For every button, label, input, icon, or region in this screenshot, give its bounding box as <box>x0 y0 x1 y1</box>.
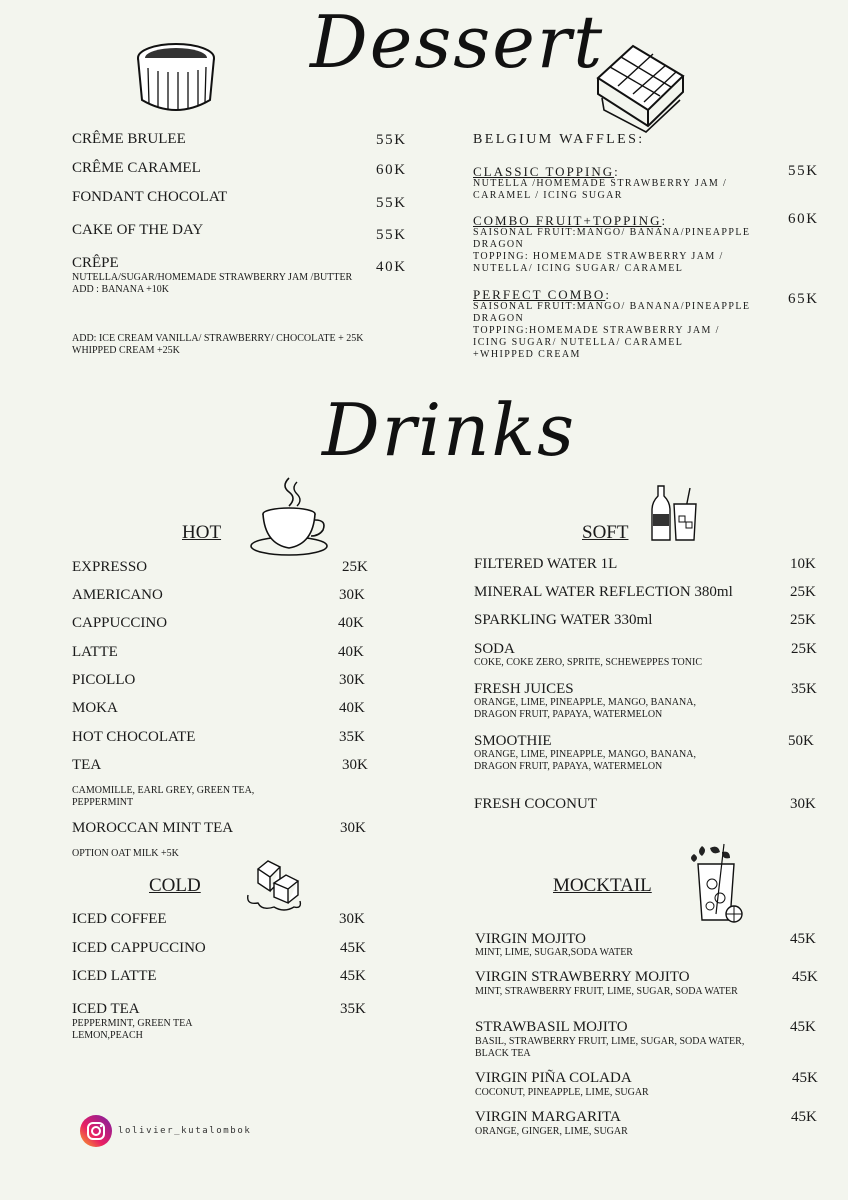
menu-item-name: HOT CHOCOLATE <box>72 729 196 745</box>
menu-item-price: 10K <box>790 556 816 572</box>
menu-item-description: PEPPERMINT <box>72 797 134 808</box>
add-note: WHIPPED CREAM +25K <box>72 345 180 356</box>
menu-item-price: 45K <box>792 969 818 985</box>
menu-item-description: +WHIPPED CREAM <box>473 349 581 360</box>
menu-item-name: VIRGIN STRAWBERRY MOJITO <box>475 969 690 985</box>
menu-item-name: SPARKLING WATER 330ml <box>474 612 653 628</box>
soft-drinks-icon <box>650 484 702 544</box>
menu-item-price: 40K <box>338 644 364 660</box>
menu-item-price: 45K <box>791 1109 817 1125</box>
add-note: ADD: ICE CREAM VANILLA/ STRAWBERRY/ CHOCOLATE + 25K <box>72 333 364 344</box>
menu-item-name: ICED LATTE <box>72 968 157 984</box>
menu-item-price: 30K <box>339 672 365 688</box>
menu-item-name: MINERAL WATER REFLECTION 380ml <box>474 584 733 600</box>
menu-item-description: BASIL, STRAWBERRY FRUIT, LIME, SUGAR, SODA WATER, <box>475 1036 745 1047</box>
option-note: OPTION OAT MILK +5K <box>72 848 179 859</box>
menu-item-description: MINT, LIME, SUGAR,SODA WATER <box>475 947 633 958</box>
menu-item-description: SAISONAL FRUIT:MANGO/ BANANA/PINEAPPLE <box>473 301 751 312</box>
menu-item-name: SODA <box>474 641 515 657</box>
menu-item-price: 30K <box>339 587 365 603</box>
menu-item-price: 25K <box>790 584 816 600</box>
menu-item-description: DRAGON FRUIT, PAPAYA, WATERMELON <box>474 761 663 772</box>
menu-item-price: 45K <box>340 968 366 984</box>
menu-item-name: CAKE OF THE DAY <box>72 222 204 238</box>
menu-item-description: ORANGE, LIME, PINEAPPLE, MANGO, BANANA, <box>474 697 696 708</box>
menu-item-price: 25K <box>790 612 816 628</box>
menu-item-description: PEPPERMINT, GREEN TEA <box>72 1018 193 1029</box>
menu-item-description: DRAGON <box>473 313 525 324</box>
menu-item-description: ORANGE, GINGER, LIME, SUGAR <box>475 1126 628 1137</box>
menu-item-description: NUTELLA/SUGAR/HOMEMADE STRAWBERRY JAM /BUTTER <box>72 272 353 283</box>
menu-item-price: 30K <box>339 911 365 927</box>
menu-item-name: FILTERED WATER 1L <box>474 556 618 572</box>
section-title-mocktail: MOCKTAIL <box>553 875 652 896</box>
menu-item-price: 55K <box>376 195 407 211</box>
ice-cubes-icon <box>244 855 304 913</box>
menu-item-price: 60K <box>788 211 819 227</box>
menu-item-price: 35K <box>791 681 817 697</box>
menu-item-name: VIRGIN PIÑA COLADA <box>475 1070 632 1086</box>
menu-item-description: ORANGE, LIME, PINEAPPLE, MANGO, BANANA, <box>474 749 696 760</box>
menu-item-price: 55K <box>788 163 819 179</box>
menu-item-name: PICOLLO <box>72 672 136 688</box>
creme-brulee-icon <box>133 38 219 118</box>
menu-item-price: 55K <box>376 132 407 148</box>
menu-item-description: MINT, STRAWBERRY FRUIT, LIME, SUGAR, SODA WATER <box>475 986 738 997</box>
menu-item-description: COKE, COKE ZERO, SPRITE, SCHEWEPPES TONIC <box>474 657 702 668</box>
menu-item-price: 45K <box>792 1070 818 1086</box>
menu-item-name: MOKA <box>72 700 118 716</box>
instagram-icon[interactable] <box>80 1115 112 1147</box>
menu-item-price: 60K <box>376 162 407 178</box>
menu-item-name: AMERICANO <box>72 587 163 603</box>
menu-item-description: ICING SUGAR/ NUTELLA/ CARAMEL <box>473 337 684 348</box>
menu-item-price: 45K <box>790 1019 816 1035</box>
waffle-item-name: PERFECT COMBO: <box>473 287 611 302</box>
menu-item-name: CAPPUCCINO <box>72 615 168 631</box>
menu-item-name: CRÊPE <box>72 255 119 271</box>
menu-item-description: DRAGON FRUIT, PAPAYA, WATERMELON <box>474 709 663 720</box>
menu-item-name: CRÊME BRULEE <box>72 131 186 147</box>
waffle-item-name: CLASSIC TOPPING: <box>473 164 620 179</box>
menu-item-name: MOROCCAN MINT TEA <box>72 820 234 836</box>
menu-item-price: 40K <box>339 700 365 716</box>
menu-item-description: BLACK TEA <box>475 1048 531 1059</box>
menu-item-name: LATTE <box>72 644 118 660</box>
menu-item-description: LEMON,PEACH <box>72 1030 143 1041</box>
drinks-title: Drinks <box>322 388 577 472</box>
menu-item-price: 55K <box>376 227 407 243</box>
menu-item-description: TOPPING:HOMEMADE STRAWBERRY JAM / <box>473 325 720 336</box>
menu-item-price: 25K <box>791 641 817 657</box>
menu-item-price: 30K <box>340 820 366 836</box>
menu-item-price: 35K <box>340 1001 366 1017</box>
menu-item-price: 25K <box>342 559 368 575</box>
section-title-hot: HOT <box>182 522 222 543</box>
menu-item-price: 45K <box>340 940 366 956</box>
menu-item-description: DRAGON <box>473 239 525 250</box>
menu-item-price: 40K <box>376 259 407 275</box>
menu-item-price: 30K <box>342 757 368 773</box>
menu-item-description: CAMOMILLE, EARL GREY, GREEN TEA, <box>72 785 255 796</box>
menu-item-name: CRÊME CARAMEL <box>72 160 201 176</box>
menu-item-name: SMOOTHIE <box>474 733 552 749</box>
menu-item-price: 45K <box>790 931 816 947</box>
menu-item-name: VIRGIN MARGARITA <box>475 1109 621 1125</box>
menu-item-description: ADD : BANANA +10K <box>72 284 170 295</box>
menu-item-price: 65K <box>788 291 819 307</box>
section-title-soft: SOFT <box>582 522 629 543</box>
menu-item-name: FONDANT CHOCOLAT <box>72 189 228 205</box>
menu-item-name: ICED COFFEE <box>72 911 167 927</box>
menu-item-name: VIRGIN MOJITO <box>475 931 586 947</box>
menu-item-name: STRAWBASIL MOJITO <box>475 1019 628 1035</box>
waffles-heading: BELGIUM WAFFLES: <box>473 132 645 147</box>
section-title-cold: COLD <box>149 875 201 896</box>
menu-item-price: 30K <box>790 796 816 812</box>
menu-item-description: CARAMEL / ICING SUGAR <box>473 190 623 201</box>
menu-item-name: TEA <box>72 757 102 773</box>
menu-item-name: ICED TEA <box>72 1001 140 1017</box>
menu-item-price: 50K <box>788 733 814 749</box>
menu-item-description: NUTELLA/ ICING SUGAR/ CARAMEL <box>473 263 684 274</box>
menu-item-description: COCONUT, PINEAPPLE, LIME, SUGAR <box>475 1087 649 1098</box>
menu-item-name: ICED CAPPUCCINO <box>72 940 206 956</box>
menu-item-name: FRESH COCONUT <box>474 796 597 812</box>
instagram-handle[interactable]: lolivier_kutalombok <box>118 1126 252 1136</box>
menu-item-name: EXPRESSO <box>72 559 148 575</box>
dessert-title: Dessert <box>310 0 605 84</box>
menu-item-description: NUTELLA /HOMEMADE STRAWBERRY JAM / <box>473 178 728 189</box>
coffee-cup-icon <box>247 474 331 560</box>
menu-item-price: 35K <box>339 729 365 745</box>
waffle-icon <box>588 38 688 134</box>
menu-item-price: 40K <box>338 615 364 631</box>
menu-item-name: FRESH JUICES <box>474 681 574 697</box>
menu-item-description: TOPPING: HOMEMADE STRAWBERRY JAM / <box>473 251 724 262</box>
waffle-item-name: COMBO FRUIT+TOPPING: <box>473 213 668 228</box>
mojito-glass-icon <box>688 844 744 926</box>
menu-item-description: SAISONAL FRUIT:MANGO/ BANANA/PINEAPPLE <box>473 227 751 238</box>
